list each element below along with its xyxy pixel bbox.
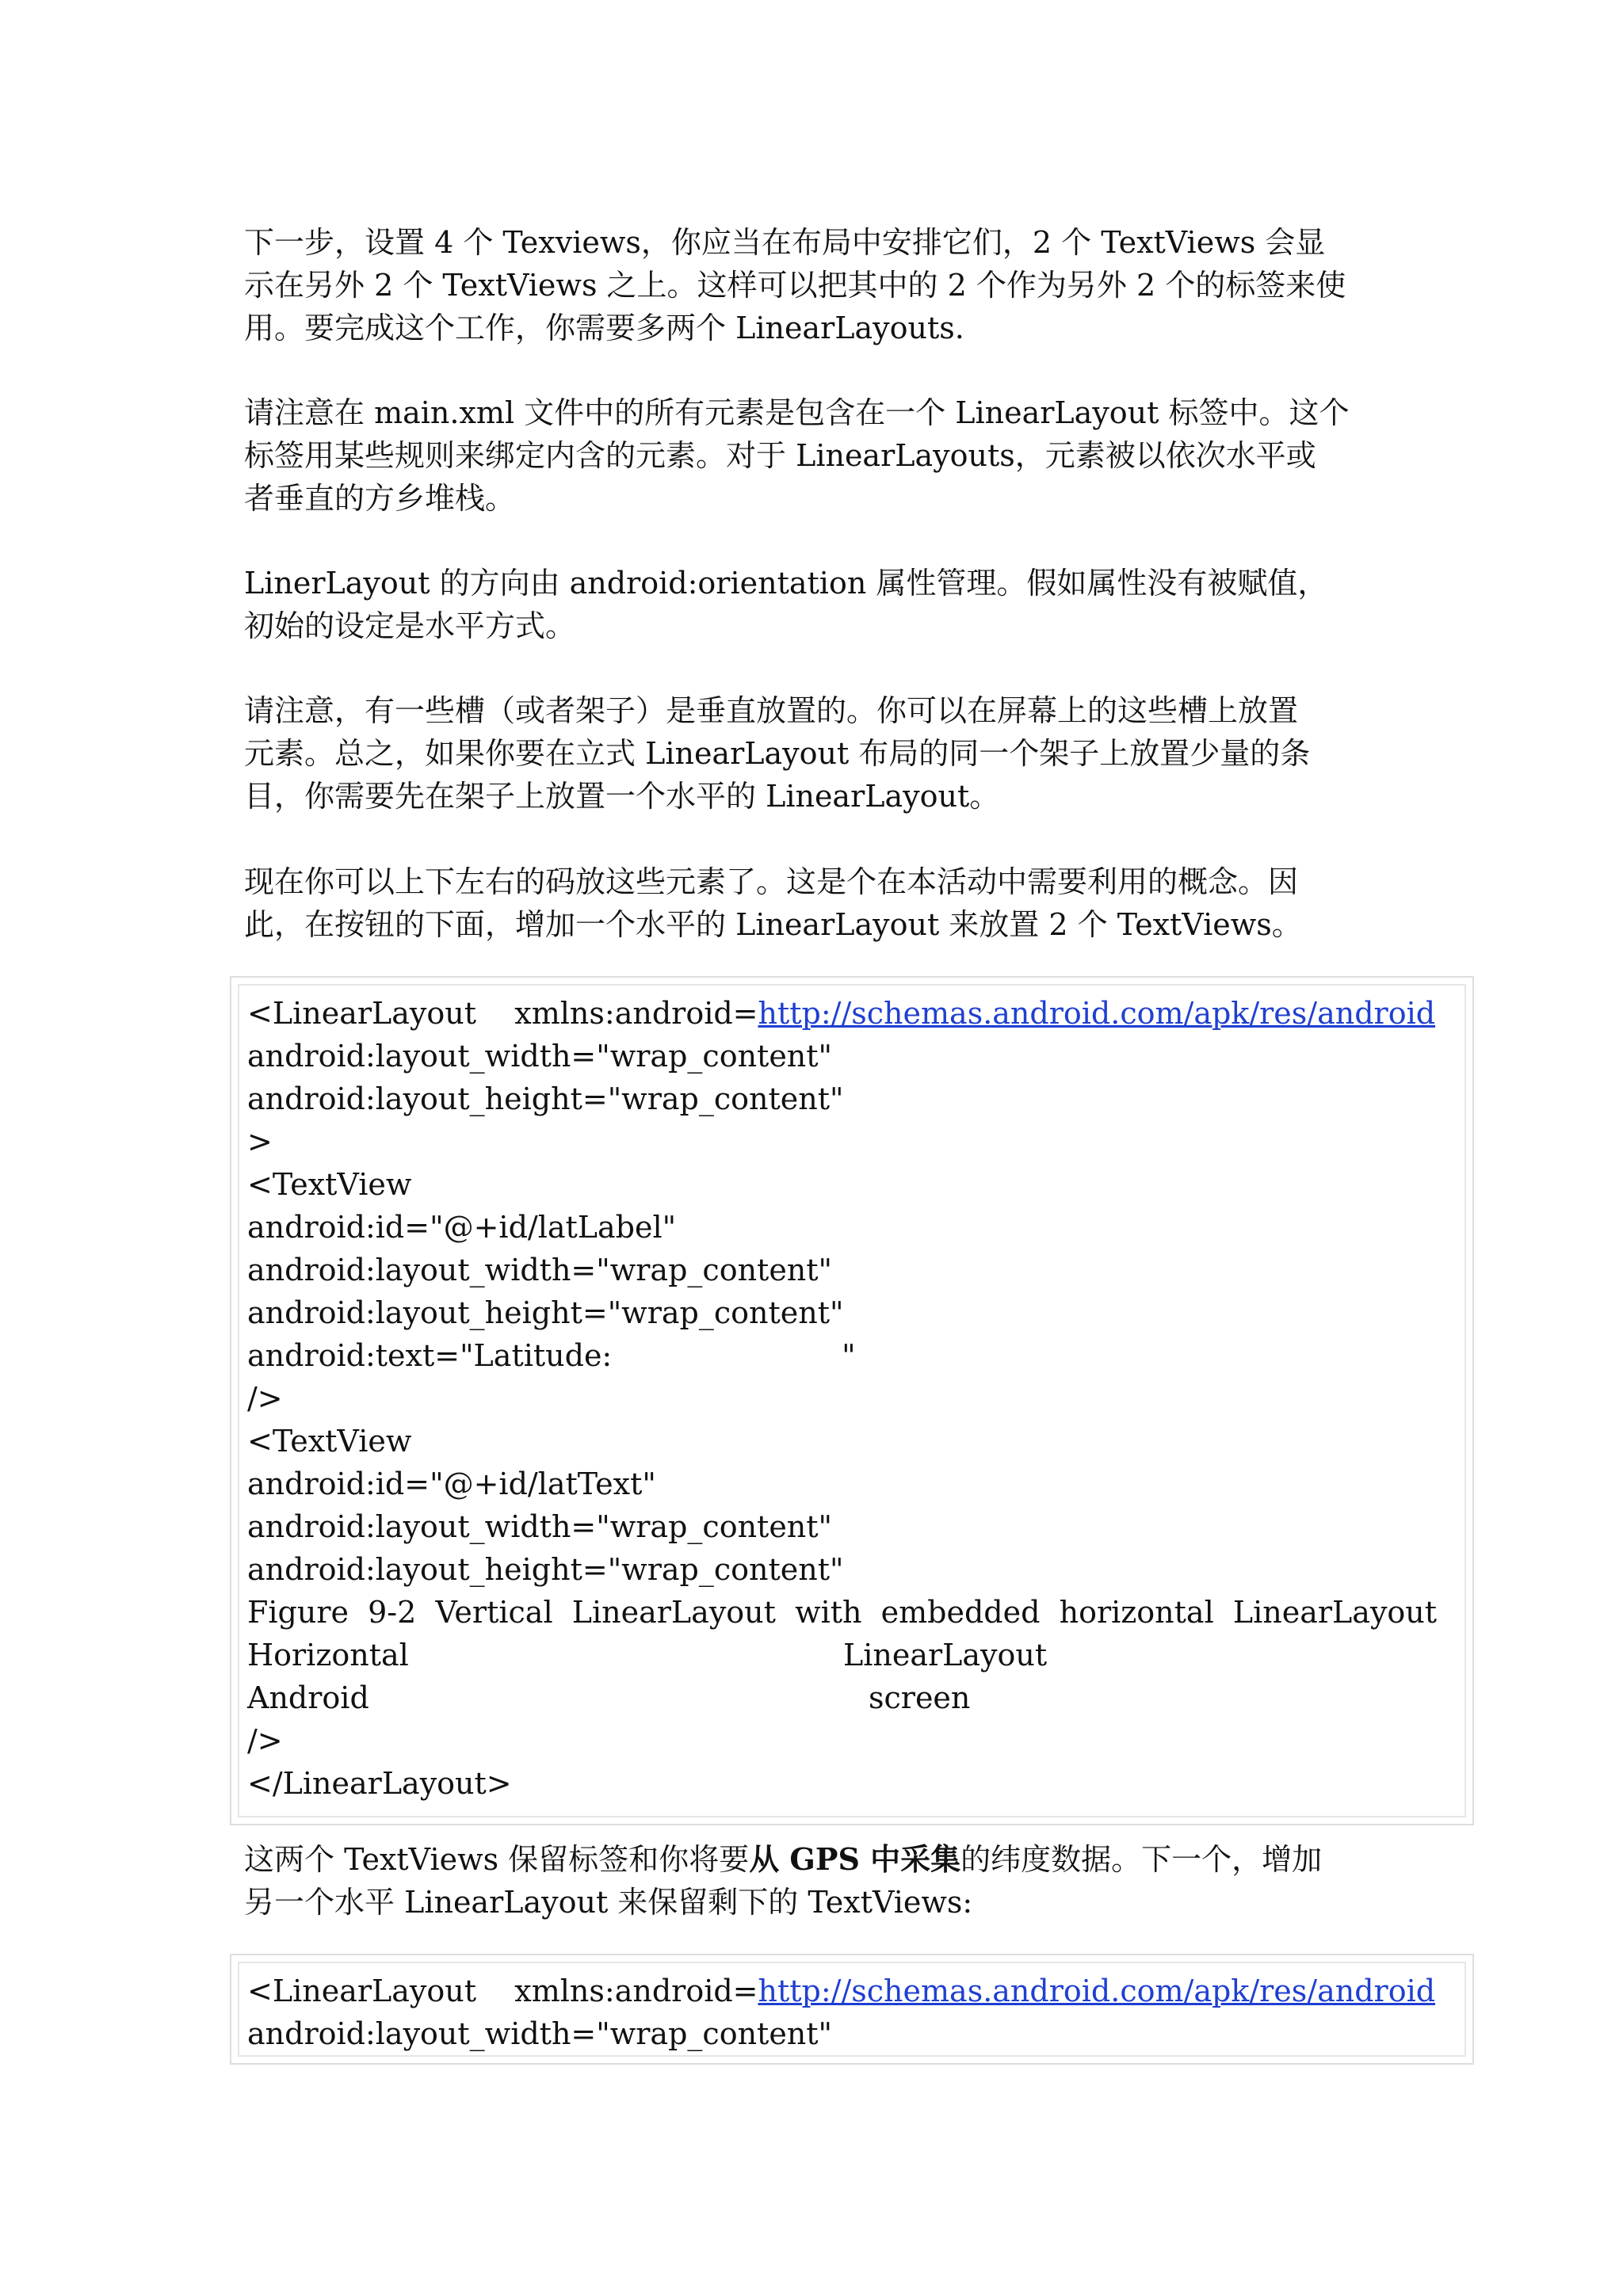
code-block-inner — [238, 1962, 1466, 2057]
code-text: <LinearLayout xmlns:android= — [247, 996, 758, 1031]
code-block-1 — [230, 976, 1474, 1825]
paragraph-line: 初始的设定是水平方式。 — [244, 608, 576, 643]
code-text: <LinearLayout xmlns:android= — [247, 1974, 758, 2008]
code-line: android:layout_width="wrap_content" — [247, 2016, 833, 2051]
bold-text-segment: 从 GPS 中采集 — [749, 1841, 961, 1877]
paragraph-line: 标签用某些规则来绑定内含的元素。对于 LinearLayouts，元素被以依次水平或 — [244, 438, 1316, 473]
code-line: > — [247, 1124, 273, 1159]
paragraph-line: 请注意在 main.xml 文件中的所有元素是包含在一个 LinearLayout 标签中。这个 — [244, 395, 1350, 430]
code-line-split — [247, 1676, 1465, 1719]
schema-link[interactable]: http://schemas.android.com/apk/res/android — [758, 996, 1436, 1031]
paragraph-4 — [244, 689, 1385, 818]
code-line: /> — [247, 1723, 283, 1758]
text-segment: 的纬度数据。下一个，增加 — [960, 1842, 1323, 1877]
paragraph-after-code — [244, 1838, 1385, 1924]
paragraph-line: 现在你可以上下左右的码放这些元素了。这是个在本活动中需要利用的概念。因 — [244, 864, 1299, 899]
code-line: android:id="@+id/latLabel" — [247, 1210, 677, 1245]
schema-link[interactable]: http://schemas.android.com/apk/res/android — [758, 1974, 1436, 2008]
code-line: android:id="@+id/latText" — [247, 1466, 656, 1501]
paragraph-line: 目，你需要先在架子上放置一个水平的 LinearLayout。 — [244, 779, 1000, 814]
text-segment: 这两个 TextViews 保留标签和你将要 — [244, 1842, 750, 1877]
figure-caption-line: Figure 9-2 Vertical LinearLayout with embedded horizontal LinearLayout — [247, 1595, 1438, 1630]
code-text: Android — [247, 1680, 369, 1715]
code-line: <TextView — [247, 1167, 412, 1202]
code-line: android:layout_width="wrap_content" — [247, 1039, 833, 1074]
paragraph-line: 用。要完成这个工作，你需要多两个 LinearLayouts. — [244, 311, 964, 345]
code-line: </LinearLayout> — [247, 1766, 512, 1801]
paragraph-line: 下一步，设置 4 个 Texviews，你应当在布局中安排它们，2 个 TextViews 会显 — [244, 225, 1326, 260]
code-line: android:text="Latitude: " — [247, 1338, 856, 1373]
code-line: android:layout_width="wrap_content" — [247, 1509, 833, 1544]
code-text: screen — [869, 1680, 971, 1715]
paragraph-line: 另一个水平 LinearLayout 来保留剩下的 TextViews: — [244, 1885, 973, 1920]
code-line: android:layout_height="wrap_content" — [247, 1295, 844, 1330]
paragraph-line: LinerLayout 的方向由 android:orientation 属性管理。假如属性没有被赋值， — [244, 566, 1328, 601]
paragraph-2 — [244, 391, 1385, 520]
paragraph-line: 示在另外 2 个 TextViews 之上。这样可以把其中的 2 个作为另外 2 个的标签来使 — [244, 268, 1346, 303]
code-text: LinearLayout — [843, 1638, 1048, 1672]
code-line: /> — [247, 1381, 283, 1416]
paragraph-1 — [244, 221, 1385, 349]
paragraph-line — [244, 1838, 1385, 1881]
paragraph-5 — [244, 860, 1385, 946]
paragraph-line: 请注意，有一些槽（或者架子）是垂直放置的。你可以在屏幕上的这些槽上放置 — [244, 693, 1299, 728]
paragraph-line: 此，在按钮的下面，增加一个水平的 LinearLayout 来放置 2 个 TextViews。 — [244, 907, 1302, 942]
paragraph-line: 元素。总之，如果你要在立式 LinearLayout 布局的同一个架子上放置少量的条 — [244, 736, 1311, 771]
code-line — [247, 1970, 1465, 2012]
code-line: android:layout_height="wrap_content" — [247, 1552, 844, 1587]
code-line: <TextView — [247, 1424, 412, 1459]
code-line: android:layout_width="wrap_content" — [247, 1253, 833, 1287]
code-block-2 — [230, 1954, 1474, 2065]
paragraph-3 — [244, 562, 1385, 647]
code-line-split — [247, 1634, 1465, 1676]
paragraph-line: 者垂直的方乡堆栈。 — [244, 481, 516, 516]
code-block-inner — [238, 984, 1466, 1817]
code-line — [247, 992, 1465, 1035]
code-line: android:layout_height="wrap_content" — [247, 1081, 844, 1116]
code-text: Horizontal — [247, 1638, 409, 1672]
